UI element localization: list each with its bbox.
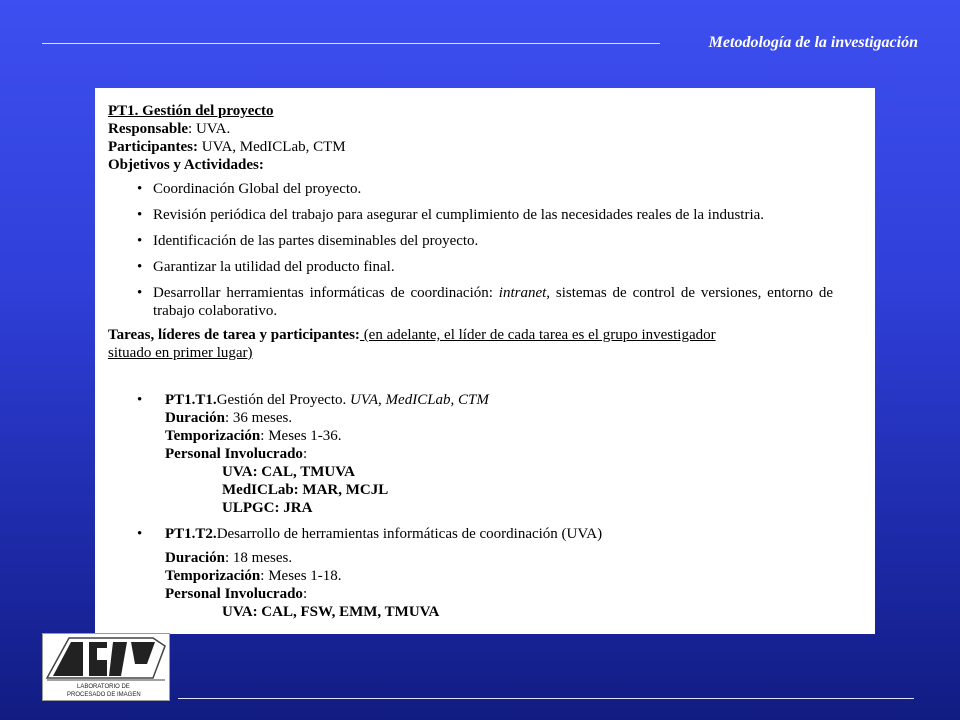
task-duracion bbox=[108, 549, 833, 567]
task-temporizacion bbox=[108, 427, 833, 445]
task-groups: UVA, MedICLab, CTM bbox=[350, 392, 489, 408]
duracion-label: Duración bbox=[165, 410, 225, 426]
objetivo5-text: Desarrollar herramientas informáticas de coordinación: bbox=[153, 285, 499, 301]
participantes-value: UVA, MedICLab, CTM bbox=[197, 139, 346, 155]
section-heading: PT1. Gestión del proyecto bbox=[108, 103, 274, 119]
task-name: Desarrollo de herramientas informáticas de coordinación (UVA) bbox=[216, 526, 603, 542]
temporizacion-value: : Meses 1-18. bbox=[260, 568, 342, 584]
logo-text-line1: LABORATORIO DE bbox=[77, 684, 130, 690]
personal-label: Personal Involucrado bbox=[165, 586, 303, 602]
task-pt1-t2 bbox=[108, 525, 833, 543]
task-duracion bbox=[108, 409, 833, 427]
tareas-line bbox=[108, 326, 833, 344]
personal-colon: : bbox=[302, 586, 308, 602]
participantes-label: Participantes: bbox=[108, 139, 198, 155]
task-code: PT1.T2. bbox=[165, 526, 217, 542]
temporizacion-label: Temporización bbox=[165, 428, 261, 444]
list-item: • Revisión periódica del trabajo para asegurar el cumplimiento de las necesidades reales de la industria. bbox=[108, 206, 833, 224]
list-item bbox=[108, 284, 833, 320]
bullet: • bbox=[137, 526, 143, 542]
list-item: • Coordinación Global del proyecto. bbox=[108, 180, 833, 198]
objetivo5-rest: sistemas de control de versiones, entorno de trabajo colaborativo. bbox=[153, 285, 833, 319]
tareas-note: (en adelante, el líder de cada tarea es el grupo investigador bbox=[359, 327, 716, 343]
participantes-line bbox=[108, 138, 833, 156]
duracion-value: : 18 meses. bbox=[225, 550, 293, 566]
task-temporizacion bbox=[108, 567, 833, 585]
personal-item: MedICLab: MAR, MCJL bbox=[222, 482, 389, 498]
task-name: Gestión del Proyecto. bbox=[216, 392, 350, 408]
personal-label: Personal Involucrado bbox=[165, 446, 303, 462]
temporizacion-label: Temporización bbox=[165, 568, 261, 584]
tareas-label: Tareas, líderes de tarea y participantes: bbox=[108, 327, 360, 343]
personal-colon: : bbox=[302, 446, 308, 462]
task-personal bbox=[108, 585, 833, 603]
document-page bbox=[95, 88, 875, 634]
header-rule bbox=[42, 43, 660, 44]
lpi-logo-icon bbox=[43, 634, 169, 700]
duracion-value: : 36 meses. bbox=[225, 410, 293, 426]
list-item: • Garantizar la utilidad del producto final. bbox=[108, 258, 833, 276]
objetivos-label: Objetivos y Actividades: bbox=[108, 157, 264, 173]
responsable-value: : UVA. bbox=[188, 121, 231, 137]
bullet: • bbox=[137, 392, 143, 408]
duracion-label: Duración bbox=[165, 550, 225, 566]
objetivos-list bbox=[108, 180, 833, 320]
objetivo5-italic: intranet, bbox=[498, 285, 551, 301]
personal-item: ULPGC: JRA bbox=[222, 500, 313, 516]
personal-item: UVA: CAL, FSW, EMM, TMUVA bbox=[222, 604, 440, 620]
task-personal bbox=[108, 445, 833, 463]
responsable-label: Responsable bbox=[108, 121, 189, 137]
responsable-line bbox=[108, 120, 833, 138]
header-title: Metodología de la investigación bbox=[708, 34, 918, 51]
tareas-note-cont: situado en primer lugar) bbox=[108, 345, 253, 361]
task-code: PT1.T1. bbox=[165, 392, 217, 408]
lpi-logo bbox=[42, 633, 170, 701]
task-pt1-t1 bbox=[108, 391, 833, 409]
personal-item: UVA: CAL, TMUVA bbox=[222, 464, 355, 480]
footer-rule bbox=[178, 698, 914, 699]
list-item: • Identificación de las partes diseminables del proyecto. bbox=[108, 232, 833, 250]
logo-text-line2: PROCESADO DE IMAGEN bbox=[67, 692, 141, 698]
temporizacion-value: : Meses 1-36. bbox=[260, 428, 342, 444]
